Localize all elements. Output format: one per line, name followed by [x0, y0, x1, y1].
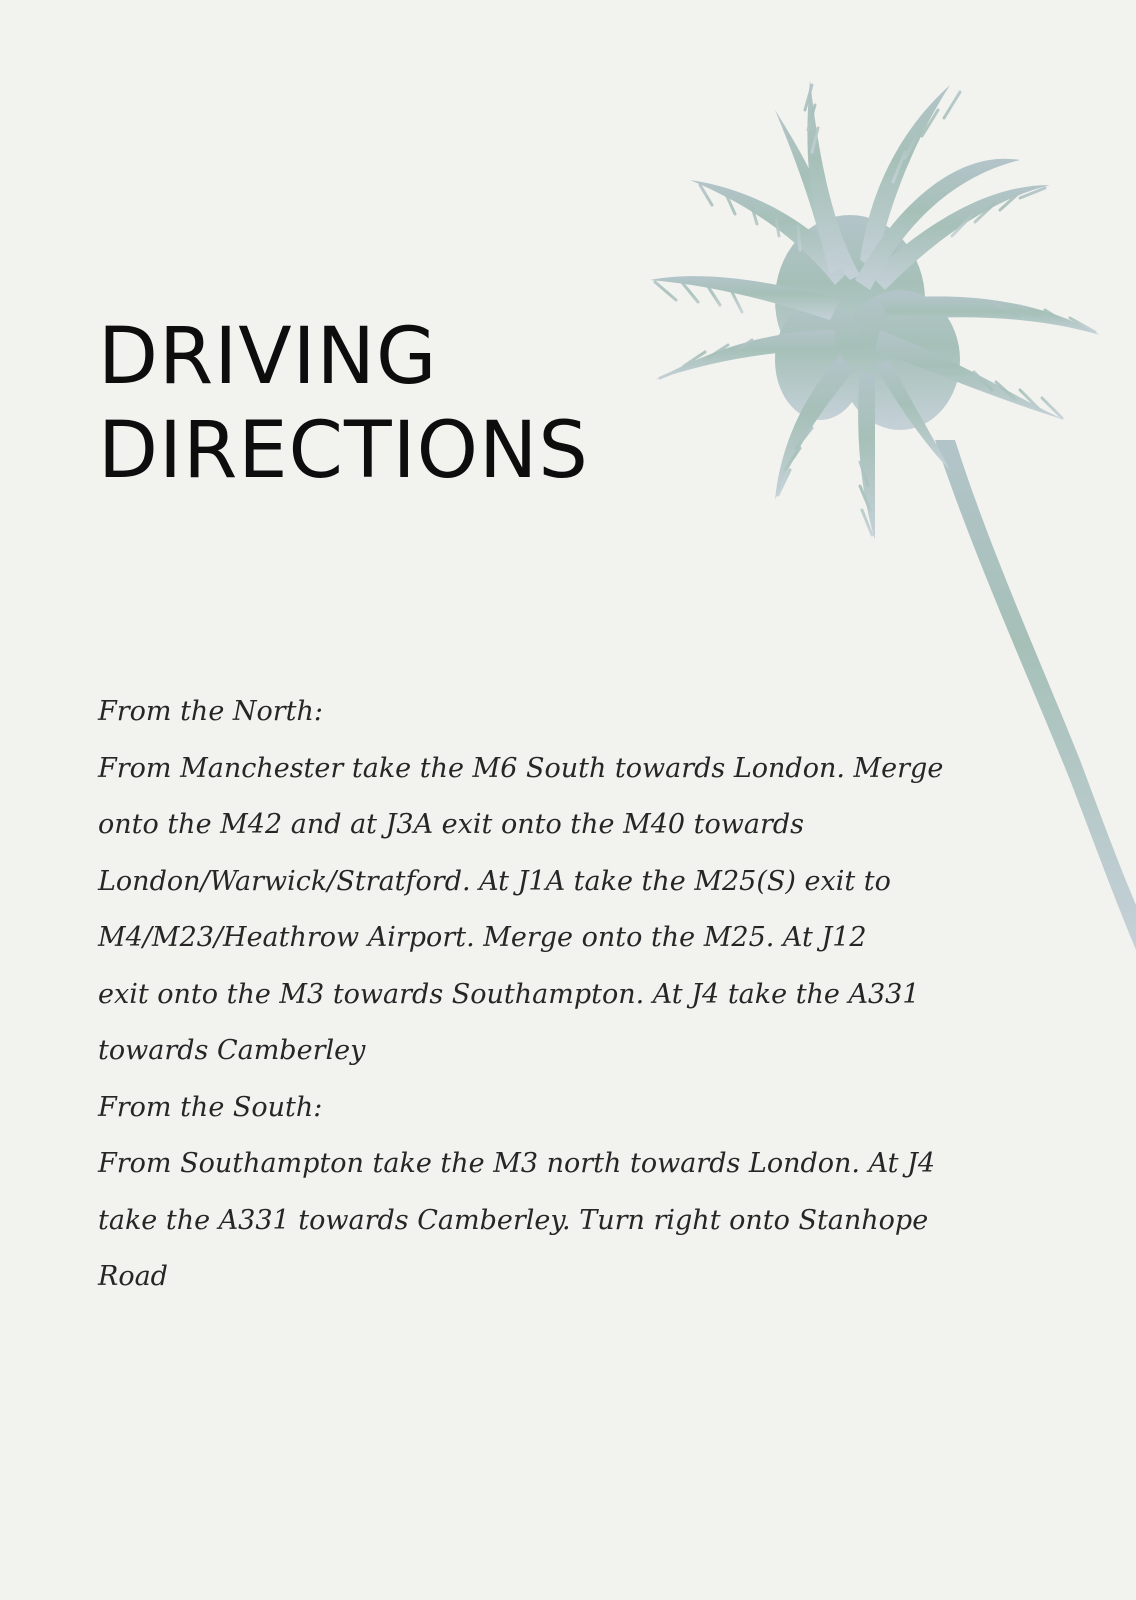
north-line: exit onto the M3 towards Southampton. At J4 take the A331	[98, 978, 920, 1010]
south-line: Road	[98, 1261, 168, 1292]
directions-text	[98, 684, 944, 1306]
north-line: towards Camberley	[98, 1035, 366, 1066]
north-line: From Manchester take the M6 South towards London. Merge	[98, 752, 944, 784]
title-line-1: DRIVING	[98, 312, 438, 402]
north-line: London/Warwick/Stratford. At J1A take the M25(S) exit to	[98, 865, 891, 897]
south-line: From Southampton take the M3 north towards London. At J4	[98, 1148, 936, 1179]
north-line: onto the M42 and at J3A exit onto the M40 towards	[98, 809, 805, 840]
south-heading: From the South:	[98, 1091, 323, 1123]
title-line-2: DIRECTIONS	[98, 406, 589, 496]
south-section	[98, 1080, 936, 1306]
south-line: take the A331 towards Camberley. Turn right onto Stanhope	[98, 1204, 929, 1236]
north-line: M4/M23/Heathrow Airport. Merge onto the M25. At J12	[98, 922, 867, 953]
north-section	[98, 684, 944, 1080]
page-title	[98, 310, 589, 498]
north-heading: From the North:	[98, 696, 324, 727]
